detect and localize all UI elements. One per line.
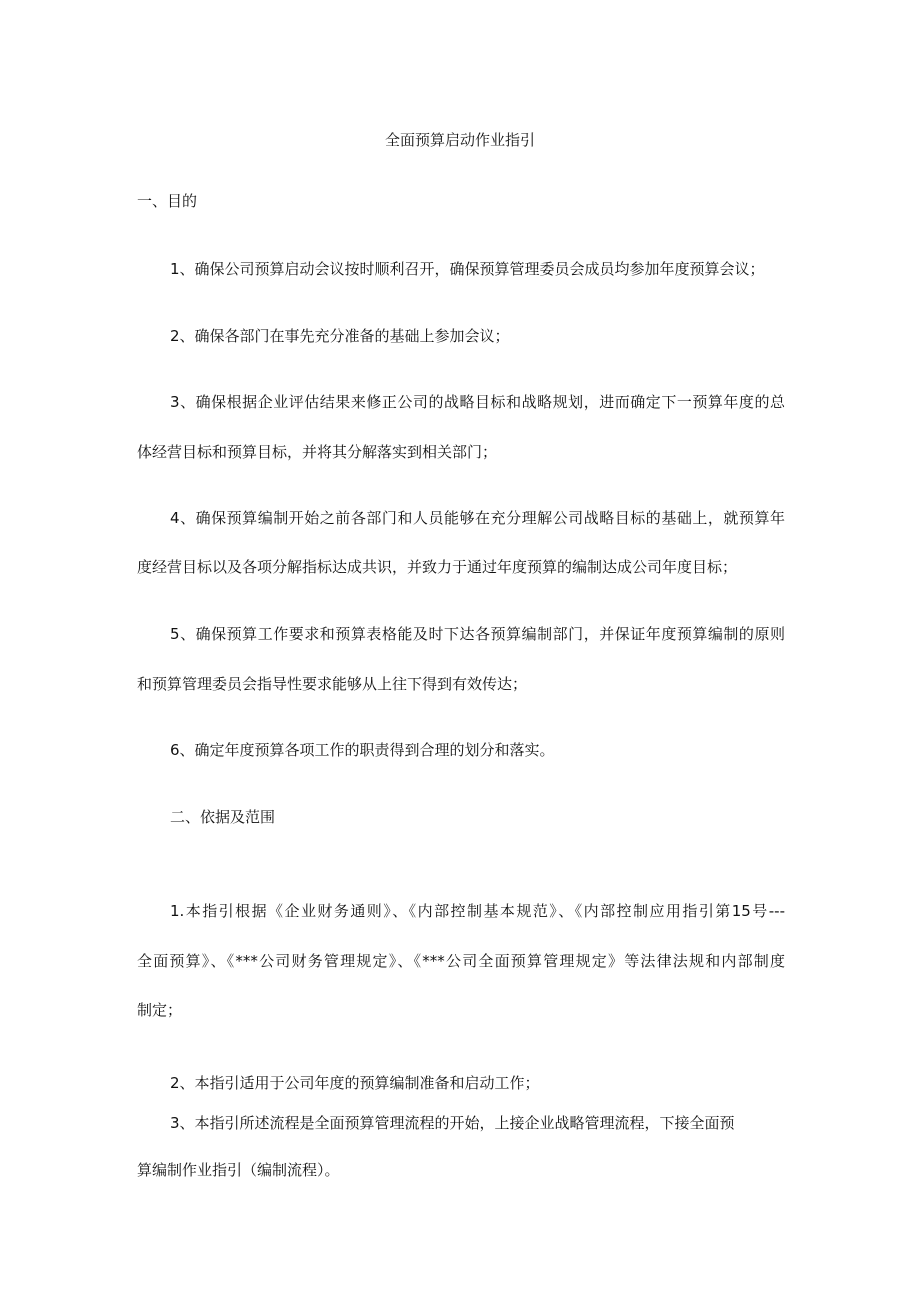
purpose-item-4-line-1: 4、确保预算编制开始之前各部门和人员能够在充分理解公司战略目标的基础上，就预算年 (170, 509, 785, 527)
basis-item-3-line-1: 3、本指引所述流程是全面预算管理流程的开始，上接企业战略管理流程，下接全面预 (170, 1114, 735, 1132)
purpose-item-3-line-2: 体经营目标和预算目标，并将其分解落实到相关部门； (137, 443, 498, 461)
basis-item-1-line-1: 1.本指引根据《企业财务通则》、《内部控制基本规范》、《内部控制应用指引第15号--- (170, 902, 785, 920)
purpose-item-4-line-2: 度经营目标以及各项分解指标达成共识，并致力于通过年度预算的编制达成公司年度目标； (137, 558, 738, 576)
purpose-item-5-line-1: 5、确保预算工作要求和预算表格能及时下达各预算编制部门，并保证年度预算编制的原则 (170, 625, 785, 643)
basis-item-1-line-3: 制定； (137, 1001, 183, 1019)
basis-item-1-line-2: 全面预算》、《***公司财务管理规定》、《***公司全面预算管理规定》等法律法规和内部制度 (137, 952, 785, 970)
section-heading-basis-scope: 二、依据及范围 (170, 808, 276, 826)
page-title: 全面预算启动作业指引 (384, 131, 535, 149)
purpose-item-3-line-1: 3、确保根据企业评估结果来修正公司的战略目标和战略规划，进而确定下一预算年度的总 (170, 393, 785, 411)
basis-item-3-line-2: 算编制作业指引（编制流程）。 (137, 1161, 340, 1179)
basis-item-2: 2、本指引适用于公司年度的预算编制准备和启动工作； (170, 1074, 540, 1092)
purpose-item-5-line-2: 和预算管理委员会指导性要求能够从上往下得到有效传达； (137, 675, 528, 693)
purpose-item-2: 2、确保各部门在事先充分准备的基础上参加会议； (170, 327, 510, 345)
purpose-item-1: 1、确保公司预算启动会议按时顺利召开，确保预算管理委员会成员均参加年度预算会议； (170, 260, 765, 278)
section-heading-purpose: 一、目的 (137, 192, 198, 210)
purpose-item-6: 6、确定年度预算各项工作的职责得到合理的划分和落实。 (170, 741, 555, 759)
